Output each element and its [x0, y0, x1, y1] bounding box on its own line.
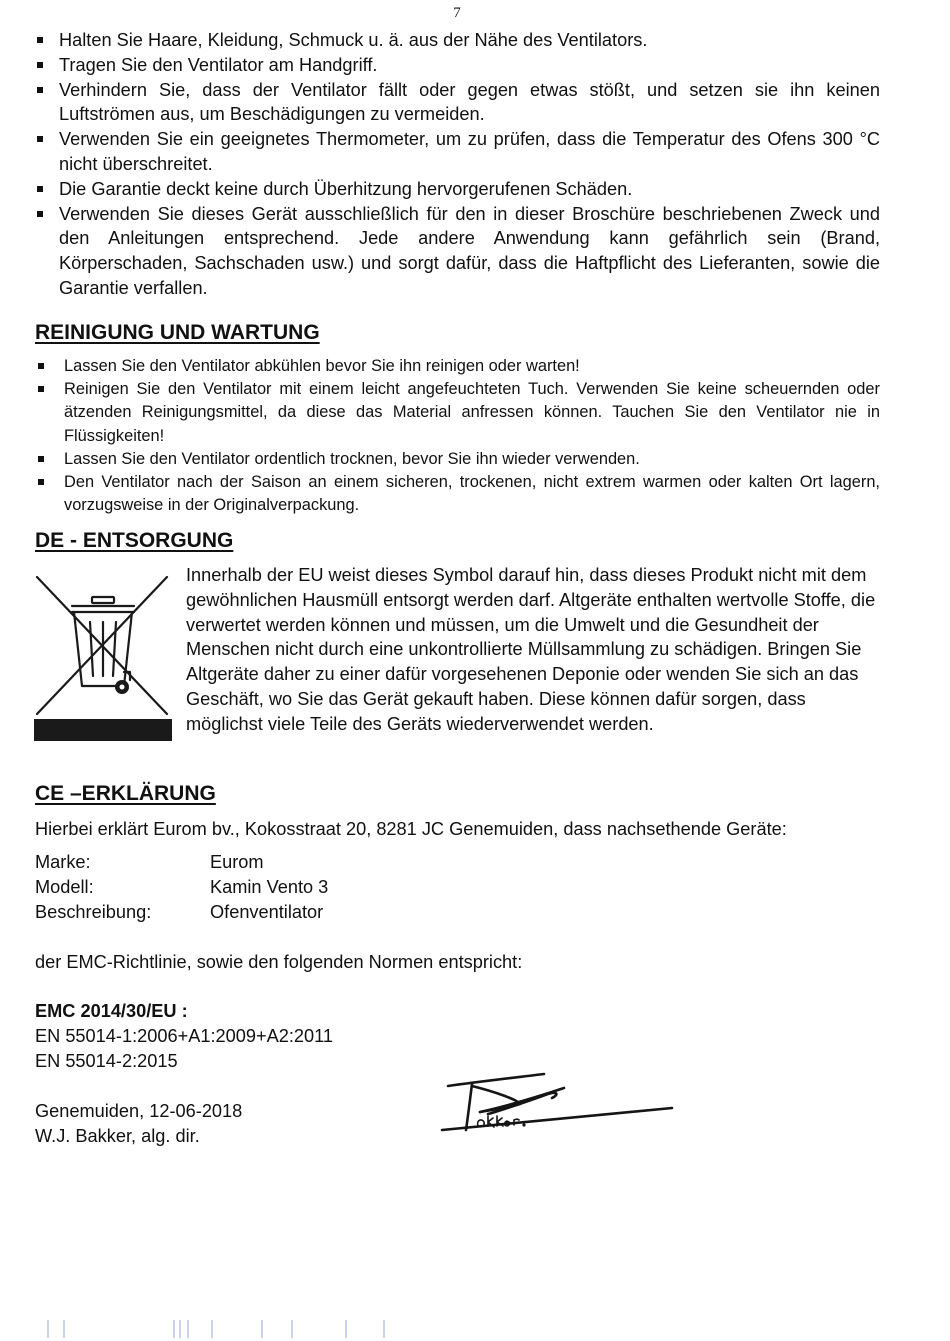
- page-number: 7: [453, 5, 461, 21]
- directive-title: EMC 2014/30/EU :: [35, 1001, 188, 1021]
- list-item: Lassen Sie den Ventilator ordentlich trocknen, bevor Sie ihn wieder verwenden.: [35, 448, 880, 471]
- list-item: Tragen Sie den Ventilator am Handgriff.: [35, 53, 880, 78]
- list-item: Verwenden Sie ein geeignetes Thermometer, um zu prüfen, dass die Temperatur des Ofens 300 °C nicht überschreitet.: [35, 127, 880, 177]
- list-item: Verwenden Sie dieses Gerät ausschließlich für den in dieser Broschüre beschriebenen Zweck und den Anleitungen entsprechend. Jede andere Anwendung kann gefährlich sein (Brand, Körperschaden, Sachschaden usw.) und sorgt dafür, dass die Haftpflicht des Lieferanten, sowie die Garantie verfallen.: [35, 202, 880, 301]
- disposal-heading: DE - ENTSORGUNG: [35, 529, 234, 552]
- list-item: Den Ventilator nach der Saison an einem sicheren, trockenen, nicht extrem warmen oder kalten Ort lagern, vorzugsweise in der Originalverpackung.: [35, 471, 880, 517]
- spec-value: Kamin Vento 3: [210, 877, 329, 897]
- standard-item: EN 55014-1:2006+A1:2009+A2:2011: [35, 1026, 333, 1046]
- spec-value: Eurom: [210, 852, 264, 872]
- list-item: Die Garantie deckt keine durch Überhitzung hervorgerufenen Schäden.: [35, 177, 880, 202]
- crossed-out-wheelie-bin-icon: [34, 574, 172, 741]
- spec-row-brand: [35, 850, 264, 875]
- cleaning-list: [35, 355, 880, 517]
- place-date: Genemuiden, 12-06-2018: [35, 1101, 243, 1121]
- ce-heading: CE –ERKLÄRUNG: [35, 782, 216, 805]
- signatory-name: W.J. Bakker, alg. dir.: [35, 1126, 200, 1146]
- compliance-text: der EMC-Richtlinie, sowie den folgenden Normen entspricht:: [35, 952, 523, 972]
- spec-value: Ofenventilator: [210, 902, 324, 922]
- cleaning-heading: REINIGUNG UND WARTUNG: [35, 321, 320, 344]
- list-item: Verhindern Sie, dass der Ventilator fällt oder gegen etwas stößt, und setzen sie ihn keinen Luftströmen aus, um Beschädigungen zu vermeiden.: [35, 78, 880, 128]
- safety-list: [35, 28, 880, 301]
- list-item: Reinigen Sie den Ventilator mit einem leicht angefeuchteten Tuch. Verwenden Sie keine scheuernden oder ätzenden Reinigungsmittel, da diese das Material anfressen können. Tauchen Sie den Ventilator nie in Flüssigkeiten!: [35, 378, 880, 448]
- list-item: Lassen Sie den Ventilator abkühlen bevor Sie ihn reinigen oder warten!: [35, 355, 880, 378]
- list-item: Halten Sie Haare, Kleidung, Schmuck u. ä. aus der Nähe des Ventilators.: [35, 28, 880, 53]
- signature: [436, 1064, 676, 1144]
- standard-item: EN 55014-2:2015: [35, 1051, 178, 1071]
- disposal-text: Innerhalb der EU weist dieses Symbol darauf hin, dass dieses Produkt nicht mit dem gewöhnlichen Hausmüll entsorgt werden darf. Altgeräte enthalten wertvolle Stoffe, die verwertet werden können und müssen, um die Umwelt und die Gesundheit der Menschen nicht durch eine unkontrollierte Müllsammlung zu schädigen. Bringen Sie Altgeräte daher zu einer dafür vorgesehenen Deponie oder wenden Sie sich an das Geschäft, wo Sie das Gerät gekauft haben. Diese können dafür sorgen, dass möglichst viele Teile des Geräts wiederverwendet werden.: [186, 565, 876, 734]
- spec-label: Marke:: [35, 852, 91, 872]
- spec-row-model: [35, 875, 329, 900]
- ce-intro: Hierbei erklärt Eurom bv., Kokosstraat 20, 8281 JC Genemuiden, dass nachsethende Geräte:: [35, 819, 787, 839]
- spec-row-description: [35, 900, 324, 925]
- spec-label: Beschreibung:: [35, 902, 152, 922]
- scan-marks: [40, 1316, 440, 1340]
- spec-label: Modell:: [35, 877, 94, 897]
